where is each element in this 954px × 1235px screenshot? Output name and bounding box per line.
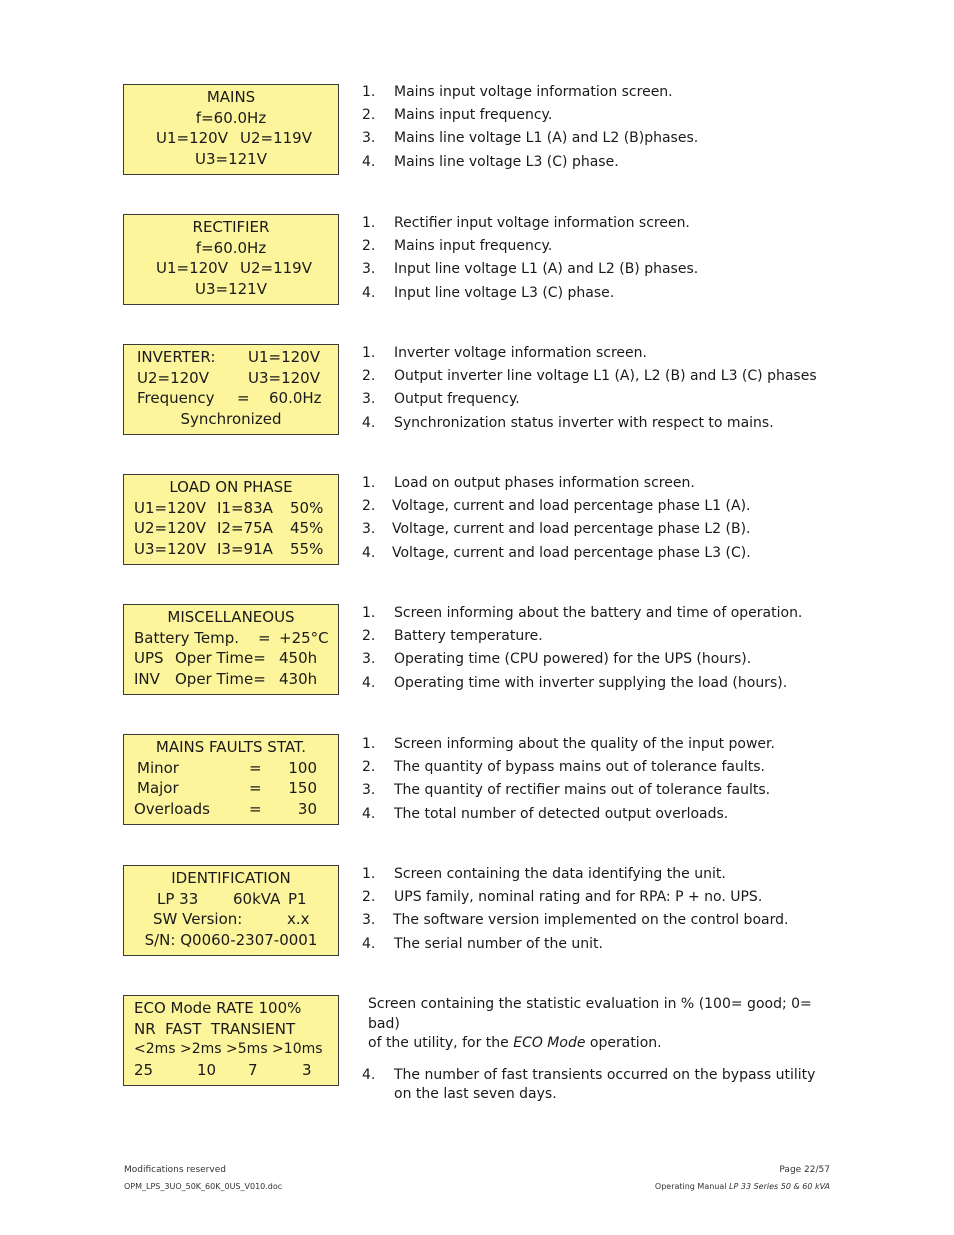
paragraph-emphasis: ECO Mode xyxy=(513,1035,586,1051)
lcd-label: INV xyxy=(134,669,160,688)
lcd-value: 10 xyxy=(197,1060,217,1079)
lcd-line: Synchronized xyxy=(180,409,282,428)
list-item xyxy=(362,886,832,909)
list-text: Screen containing the data identifying the unit. xyxy=(394,866,726,882)
lcd-eco-mode xyxy=(123,995,339,1086)
footer-page-number: Page 22/57 xyxy=(779,1165,830,1175)
list-text: Inverter voltage information screen. xyxy=(394,345,647,361)
lcd-value: U2=119V xyxy=(240,259,312,278)
list-text: Load on output phases information screen. xyxy=(394,475,695,491)
list-text: Mains line voltage L3 (C) phase. xyxy=(394,153,619,170)
lcd-line: RECTIFIER xyxy=(192,218,270,236)
list-number: 3. xyxy=(362,521,376,538)
description-list xyxy=(362,863,832,956)
lcd-miscellaneous xyxy=(123,604,339,695)
list-item xyxy=(362,863,832,886)
list-text: Battery temperature. xyxy=(394,628,543,645)
lcd-value: 7 xyxy=(248,1060,258,1079)
lcd-value: I3=91A xyxy=(217,539,273,558)
lcd-label: Overloads xyxy=(134,799,210,818)
lcd-label: Battery Temp. xyxy=(134,628,240,647)
lcd-label: Major xyxy=(137,779,179,798)
lcd-inverter xyxy=(123,344,339,435)
list-item xyxy=(362,412,832,435)
lcd-mains xyxy=(123,84,339,175)
lcd-mains-faults xyxy=(123,734,339,825)
lcd-value: I1=83A xyxy=(217,498,273,517)
list-item xyxy=(362,933,832,956)
lcd-line: NR FAST TRANSIENT xyxy=(134,1019,296,1038)
list-item xyxy=(362,235,832,258)
list-text: The serial number of the unit. xyxy=(394,935,603,952)
lcd-line: U3=121V xyxy=(195,279,267,298)
list-text: The quantity of rectifier mains out of tolerance faults. xyxy=(394,782,771,799)
lcd-value: U2=119V xyxy=(240,129,312,148)
list-item xyxy=(362,1066,832,1105)
list-number: 2. xyxy=(362,368,376,385)
list-text: Screen informing about the battery and time of operation. xyxy=(394,605,803,621)
lcd-label: Oper Time= xyxy=(175,649,266,668)
list-number: 2. xyxy=(362,238,376,255)
lcd-label: INVERTER: xyxy=(137,348,216,366)
lcd-title: IDENTIFICATION xyxy=(171,869,291,887)
list-text: Voltage, current and load percentage phase L1 (A). xyxy=(392,498,751,515)
list-text: The software version implemented on the control board. xyxy=(393,912,789,929)
lcd-value: 55% xyxy=(290,539,324,558)
list-item xyxy=(362,625,832,648)
list-text: Mains input voltage information screen. xyxy=(394,84,673,100)
list-number: 1. xyxy=(362,475,376,491)
lcd-title: LOAD ON PHASE xyxy=(169,478,293,496)
lcd-value: U3=120V xyxy=(134,539,206,558)
footer-series: LP 33 Series 50 & 60 kVA xyxy=(729,1182,830,1191)
list-item xyxy=(362,212,832,235)
list-text: Output frequency. xyxy=(394,391,520,408)
lcd-label: Frequency xyxy=(137,389,215,408)
list-item xyxy=(362,472,832,495)
list-item xyxy=(362,104,832,127)
list-text: The quantity of bypass mains out of tolerance faults. xyxy=(394,759,765,776)
lcd-line: ECO Mode RATE 100% xyxy=(134,999,302,1017)
list-number: 1. xyxy=(362,84,376,100)
description-list xyxy=(362,212,832,305)
list-number: 4. xyxy=(362,544,376,561)
lcd-value: 50% xyxy=(290,498,324,517)
list-item xyxy=(362,258,832,281)
list-number: 4. xyxy=(362,674,376,691)
list-text: Rectifier input voltage information screen. xyxy=(394,215,690,231)
lcd-value: 450h xyxy=(279,649,318,668)
list-item xyxy=(362,909,832,932)
lcd-value: 430h xyxy=(279,669,318,688)
list-item xyxy=(362,365,832,388)
list-number: 2. xyxy=(362,628,376,645)
lcd-label: SW Version: xyxy=(153,910,243,929)
lcd-value: 60kVA xyxy=(233,889,281,908)
paragraph xyxy=(362,995,832,1054)
lcd-value: U2=120V xyxy=(134,519,206,538)
list-item xyxy=(362,756,832,779)
list-number: 2. xyxy=(362,498,376,515)
list-item xyxy=(362,518,832,541)
lcd-value: 100 xyxy=(288,758,317,777)
lcd-value: LP 33 xyxy=(157,889,199,908)
list-text: The number of fast transients occurred on the bypass utility on the last seven days. xyxy=(394,1066,816,1102)
list-item xyxy=(362,648,832,671)
lcd-label: UPS xyxy=(134,649,164,668)
lcd-equals: = xyxy=(249,758,262,777)
description-list xyxy=(362,81,832,174)
list-number: 1. xyxy=(362,736,376,752)
list-item xyxy=(362,342,832,365)
list-number: 3. xyxy=(362,651,376,668)
list-text: Voltage, current and load percentage phase L3 (C). xyxy=(392,544,751,561)
description-list xyxy=(362,472,832,565)
lcd-value: U1=120V xyxy=(156,259,228,278)
list-number: 4. xyxy=(362,805,376,822)
lcd-line: U3=121V xyxy=(195,149,267,168)
list-text: Mains line voltage L1 (A) and L2 (B)phases. xyxy=(394,130,699,147)
lcd-value: U2=120V xyxy=(137,368,209,387)
list-item xyxy=(362,81,832,104)
lcd-equals: = xyxy=(249,799,262,818)
list-item xyxy=(362,151,832,174)
list-item xyxy=(362,127,832,150)
list-number: 3. xyxy=(362,912,376,929)
paragraph-text: of the utility, for the xyxy=(368,1035,509,1051)
lcd-line: f=60.0Hz xyxy=(195,238,267,257)
lcd-value: 60.0Hz xyxy=(269,389,322,408)
lcd-label: Minor xyxy=(137,758,179,777)
lcd-equals: = xyxy=(258,628,271,647)
lcd-value: 150 xyxy=(288,779,317,798)
lcd-load-on-phase xyxy=(123,474,339,565)
footer-manual-label: Operating Manual xyxy=(654,1182,727,1191)
description-list xyxy=(362,342,832,435)
list-item xyxy=(362,733,832,756)
list-number: 3. xyxy=(362,130,376,147)
description-list xyxy=(362,602,832,695)
lcd-line: f=60.0Hz xyxy=(195,108,267,127)
lcd-line: MAINS xyxy=(206,88,256,106)
lcd-value: x.x xyxy=(287,910,310,929)
list-text: Operating time with inverter supplying the load (hours). xyxy=(394,674,788,691)
lcd-value: U1=120V xyxy=(156,129,228,148)
list-text: Input line voltage L1 (A) and L2 (B) phases. xyxy=(394,261,699,278)
list-text: Voltage, current and load percentage phase L2 (B). xyxy=(392,521,751,538)
lcd-value: 45% xyxy=(290,519,324,538)
lcd-rectifier xyxy=(123,214,339,305)
description-list xyxy=(362,733,832,826)
list-number: 4. xyxy=(362,284,376,301)
footer-modifications: Modifications reserved xyxy=(124,1165,226,1175)
list-number: 2. xyxy=(362,107,376,124)
list-text: Screen informing about the quality of the input power. xyxy=(394,736,775,752)
list-number: 4. xyxy=(362,935,376,952)
list-item xyxy=(362,779,832,802)
paragraph-text: operation. xyxy=(589,1035,662,1051)
list-text: Synchronization status inverter with respect to mains. xyxy=(394,414,774,431)
list-number: 2. xyxy=(362,889,376,906)
list-number: 4. xyxy=(362,414,376,431)
footer-filename: OPM_LPS_3UO_50K_60K_0US_V010.doc xyxy=(124,1182,283,1191)
list-number: 4. xyxy=(362,153,376,170)
list-text: The total number of detected output overloads. xyxy=(394,805,729,822)
list-number: 1. xyxy=(362,605,376,621)
lcd-identification xyxy=(123,865,339,956)
lcd-equals: = xyxy=(237,389,250,408)
list-text: Mains input frequency. xyxy=(394,238,553,255)
list-text: Input line voltage L3 (C) phase. xyxy=(394,284,615,301)
list-item xyxy=(362,495,832,518)
lcd-line: <2ms >2ms >5ms >10ms xyxy=(134,1041,323,1058)
paragraph-text: Screen containing the statistic evaluation in % (100= good; 0= bad) xyxy=(368,996,812,1032)
lcd-value: U1=120V xyxy=(134,498,206,517)
lcd-equals: = xyxy=(249,779,262,798)
list-number: 1. xyxy=(362,866,376,882)
lcd-value: 30 xyxy=(297,799,317,818)
list-number: 1. xyxy=(362,215,376,231)
list-text: Operating time (CPU powered) for the UPS (hours). xyxy=(394,651,752,668)
list-text: UPS family, nominal rating and for RPA: P + no. UPS. xyxy=(394,889,763,906)
lcd-title: MAINS FAULTS STAT. xyxy=(155,738,307,756)
list-number: 3. xyxy=(362,782,376,799)
list-number: 3. xyxy=(362,391,376,408)
list-item xyxy=(362,672,832,695)
description-eco xyxy=(362,995,832,1105)
lcd-value: I2=75A xyxy=(217,519,273,538)
list-text: Mains input frequency. xyxy=(394,107,553,124)
lcd-value: U1=120V xyxy=(248,348,320,366)
list-number: 3. xyxy=(362,261,376,278)
list-text: Output inverter line voltage L1 (A), L2 (B) and L3 (C) phases xyxy=(394,368,817,385)
list-number: 4. xyxy=(362,1066,376,1083)
list-item xyxy=(362,803,832,826)
lcd-value: P1 xyxy=(288,889,307,908)
lcd-value: 25 xyxy=(134,1060,154,1079)
list-item xyxy=(362,602,832,625)
lcd-title: MISCELLANEOUS xyxy=(167,608,295,626)
list-item xyxy=(362,282,832,305)
list-number: 2. xyxy=(362,759,376,776)
lcd-value: 3 xyxy=(302,1060,312,1079)
lcd-label: Oper Time= xyxy=(175,669,266,688)
list-number: 1. xyxy=(362,345,376,361)
list-item xyxy=(362,542,832,565)
list-item xyxy=(362,388,832,411)
footer-manual-title xyxy=(655,1182,830,1191)
lcd-value: U3=120V xyxy=(248,368,320,387)
lcd-value: +25°C xyxy=(279,628,329,647)
lcd-line: S/N: Q0060-2307-0001 xyxy=(144,930,318,949)
